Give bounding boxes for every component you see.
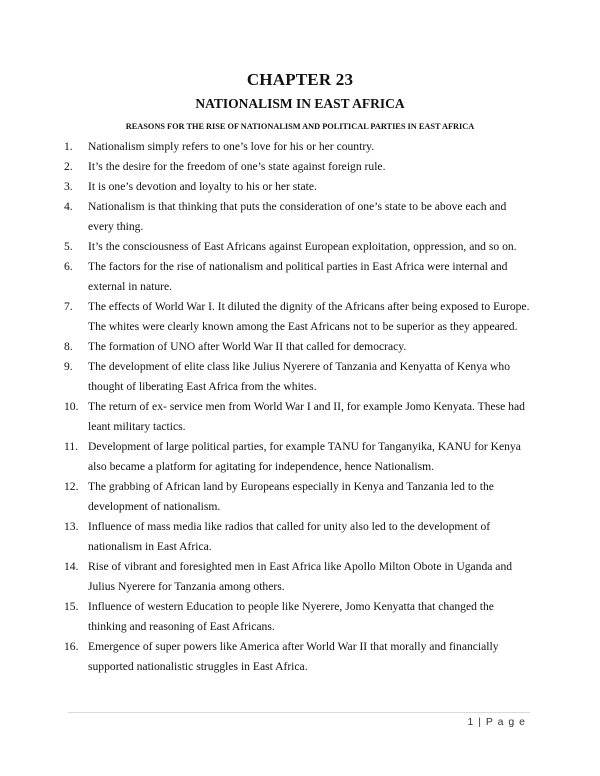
list-item bbox=[64, 477, 534, 517]
section-subtitle: REASONS FOR THE RISE OF NATIONALISM AND POLITICAL PARTIES IN EAST AFRICA bbox=[125, 122, 475, 131]
chapter-title: NATIONALISM IN EAST AFRICA bbox=[195, 96, 405, 111]
item-number: 3. bbox=[64, 180, 73, 193]
list-item bbox=[64, 177, 534, 197]
item-text: It is one’s devotion and loyalty to his or her state. bbox=[88, 180, 317, 193]
list-item bbox=[64, 397, 534, 437]
list-item bbox=[64, 157, 534, 177]
list-item bbox=[64, 437, 534, 477]
item-text: Development of large political parties, for example TANU for Tanganyika, KANU for Kenya also became a platform for agitating for independence, hence Nationalism. bbox=[88, 440, 521, 473]
item-number: 12. bbox=[64, 480, 79, 493]
item-number: 8. bbox=[64, 340, 73, 353]
item-number: 16. bbox=[64, 640, 79, 653]
item-number: 5. bbox=[64, 240, 73, 253]
item-text: It’s the desire for the freedom of one’s state against foreign rule. bbox=[88, 160, 386, 173]
item-number: 4. bbox=[64, 200, 73, 213]
list-item bbox=[64, 237, 534, 257]
list-item bbox=[64, 597, 534, 637]
item-text: It’s the consciousness of East Africans against European exploitation, oppression, and so on. bbox=[88, 240, 517, 253]
item-number: 2. bbox=[64, 160, 73, 173]
item-number: 10. bbox=[64, 400, 79, 413]
item-text: Nationalism simply refers to one’s love for his or her country. bbox=[88, 140, 375, 153]
reasons-list bbox=[64, 137, 534, 677]
chapter-heading: CHAPTER 23 bbox=[246, 70, 354, 89]
list-item bbox=[64, 637, 534, 677]
item-text: Emergence of super powers like America after World War II that morally and financially supported nationalistic struggles in East Africa. bbox=[88, 640, 499, 673]
list-item bbox=[64, 257, 534, 297]
footer-divider bbox=[68, 712, 530, 713]
item-text: The formation of UNO after World War II that called for democracy. bbox=[88, 340, 407, 353]
item-text: The grabbing of African land by Europeans especially in Kenya and Tanzania led to the development of nationalism. bbox=[88, 480, 494, 513]
item-text: The factors for the rise of nationalism and political parties in East Africa were internal and external in nature. bbox=[88, 260, 508, 293]
item-text: Influence of mass media like radios that called for unity also led to the development of nationalism in East Africa. bbox=[88, 520, 491, 553]
item-text: Influence of western Education to people like Nyerere, Jomo Kenyatta that changed the thinking and reasoning of East Africans. bbox=[88, 600, 494, 633]
list-item bbox=[64, 557, 534, 597]
list-item bbox=[64, 337, 534, 357]
item-number: 15. bbox=[64, 600, 79, 613]
item-text: The development of elite class like Julius Nyerere of Tanzania and Kenyatta of Kenya who thought of liberating East Africa from the whites. bbox=[88, 360, 510, 393]
list-item bbox=[64, 297, 534, 337]
item-text: The effects of World War I. It diluted the dignity of the Africans after being exposed to Europe. The whites were clearly known among the East Africans not to be superior as they appeared. bbox=[88, 300, 530, 333]
list-item bbox=[64, 197, 534, 237]
page-number: 1 | P a g e bbox=[467, 716, 526, 728]
item-number: 6. bbox=[64, 260, 73, 273]
list-item bbox=[64, 357, 534, 397]
item-text: The return of ex- service men from World War I and II, for example Jomo Kenyata. These had leant military tactics. bbox=[88, 400, 525, 433]
item-number: 1. bbox=[64, 140, 73, 153]
item-number: 11. bbox=[64, 440, 79, 453]
list-item bbox=[64, 137, 534, 157]
item-number: 14. bbox=[64, 560, 79, 573]
item-number: 9. bbox=[64, 360, 73, 373]
item-number: 7. bbox=[64, 300, 73, 313]
item-text: Nationalism is that thinking that puts the consideration of one’s state to be above each and every thing. bbox=[88, 200, 507, 233]
list-item bbox=[64, 517, 534, 557]
item-number: 13. bbox=[64, 520, 79, 533]
item-text: Rise of vibrant and foresighted men in East Africa like Apollo Milton Obote in Uganda and Julius Nyerere for Tanzania among others. bbox=[88, 560, 513, 593]
